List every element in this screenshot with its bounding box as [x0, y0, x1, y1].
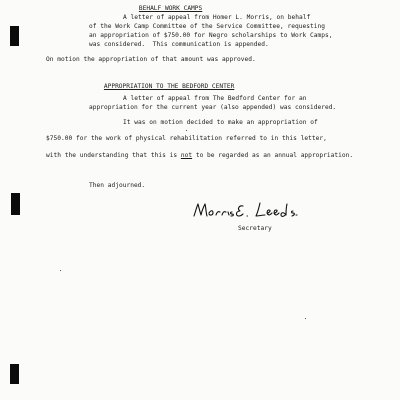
handwritten-signature	[190, 198, 320, 224]
para3-line3	[46, 153, 353, 159]
binding-mark-middle	[11, 193, 20, 215]
top-heading-text: BEHALF WORK CAMPS	[138, 5, 203, 13]
para2-line2: appropriation for the current year (also appended) was considered.	[89, 104, 337, 111]
scan-speck	[186, 130, 187, 131]
para1-line3: an appropriation of $750.00 for Negro scholarships to Work Camps,	[89, 32, 333, 39]
para1-line2: of the Work Camp Committee of the Service Committee, requesting	[89, 23, 325, 30]
section2-heading-text: APPROPRIATION TO THE BEDFORD CENTER	[103, 83, 235, 91]
para3-line2: $750.00 for the work of physical rehabilitation referred to in this letter,	[46, 135, 327, 142]
scan-speck	[60, 270, 61, 271]
para1-line4: was considered. This communication is appended.	[89, 41, 269, 48]
para3-emphasis-not: not	[180, 152, 193, 159]
signature-drawing	[190, 198, 320, 224]
secretary-title: Secretary	[238, 225, 272, 232]
adjourned-line: Then adjourned.	[89, 182, 146, 189]
binding-mark-bottom	[10, 364, 19, 384]
para1-line1: A letter of appeal from Homer L. Morris, on behalf	[123, 14, 311, 21]
scan-speck	[305, 318, 306, 319]
para3-line3-end: to be regarded as an annual appropriation.	[192, 152, 354, 159]
section2-heading	[89, 78, 234, 97]
para2-line1: A letter of appeal from The Bedford Center for an	[123, 95, 307, 102]
para3-line3-start: with the understanding that this is	[46, 152, 181, 159]
binding-mark-top	[10, 26, 19, 46]
motion1-line: On motion the appropriation of that amount was approved.	[46, 56, 256, 63]
para3-line1: It was on motion decided to make an appropriation of	[123, 119, 318, 126]
